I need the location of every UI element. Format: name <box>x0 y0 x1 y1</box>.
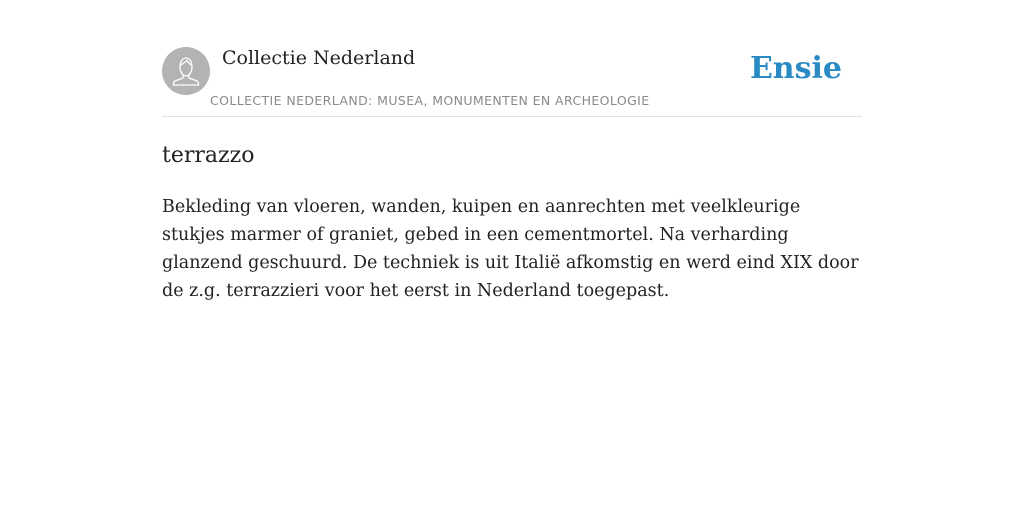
entry-definition: Bekleding van vloeren, wanden, kuipen en aanrechten met veelkleurige stukjes marmer of graniet, gebed in een cementmortel. Na verharding glanzend geschuurd. De techniek is uit Italië afkomstig en werd eind XIX door de z.g. terrazzieri voor het eerst in Nederland toegepast. <box>162 197 859 301</box>
author-name[interactable]: Collectie Nederland <box>222 47 416 69</box>
user-icon <box>162 47 210 95</box>
entry-header <box>162 0 862 117</box>
source-label[interactable]: COLLECTIE NEDERLAND: MUSEA, MONUMENTEN EN ARCHEOLOGIE <box>210 93 650 108</box>
article <box>162 0 862 305</box>
entry-term: terrazzo <box>162 143 255 168</box>
avatar[interactable] <box>162 47 210 95</box>
brand-logo[interactable]: Ensie <box>749 51 842 86</box>
